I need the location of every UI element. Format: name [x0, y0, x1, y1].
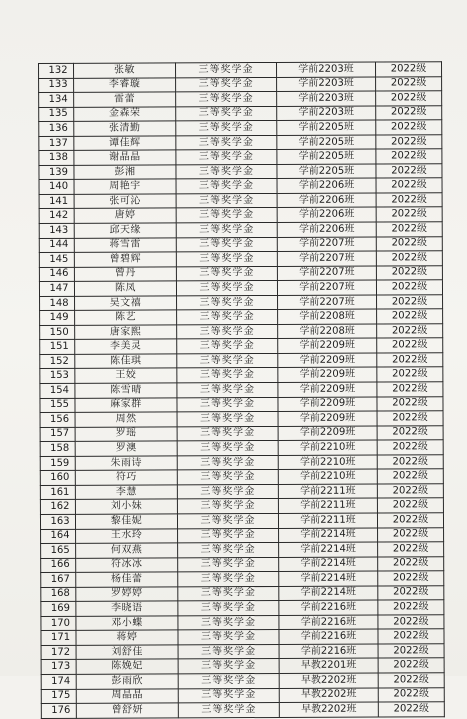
student-name-cell: 罗澳 [75, 441, 177, 456]
row-number-cell: 136 [39, 122, 74, 137]
class-name-cell: 学前2205班 [277, 120, 376, 135]
award-type-cell: 三等奖学金 [177, 397, 278, 412]
award-type-cell: 三等奖学金 [176, 266, 277, 281]
class-name-cell: 学前2216班 [279, 600, 378, 615]
award-type-cell: 三等奖学金 [176, 252, 277, 267]
award-type-cell: 三等奖学金 [177, 470, 278, 485]
row-number-cell: 150 [40, 325, 75, 340]
class-name-cell: 学前2216班 [279, 615, 378, 630]
award-type-cell: 三等奖学金 [177, 382, 278, 397]
award-type-cell: 三等奖学金 [178, 630, 279, 645]
class-name-cell: 学前2211班 [278, 498, 377, 513]
row-number-cell: 151 [40, 340, 75, 355]
class-name-cell: 学前2206班 [277, 178, 376, 193]
class-name-cell: 学前2214班 [279, 528, 378, 543]
class-name-cell: 学前2203班 [276, 62, 375, 77]
row-number-cell: 158 [40, 442, 75, 457]
class-name-cell: 学前2214班 [279, 542, 378, 557]
award-type-cell: 三等奖学金 [176, 77, 277, 92]
class-name-cell: 学前2208班 [278, 324, 377, 339]
student-name-cell: 雷蕾 [74, 92, 176, 107]
row-number-cell: 169 [41, 602, 76, 617]
student-name-cell: 陈佳琪 [75, 354, 177, 369]
class-name-cell: 学前2203班 [277, 91, 376, 106]
student-name-cell: 邱天缘 [74, 223, 176, 238]
row-number-cell: 162 [40, 500, 75, 515]
student-name-cell: 邓小蝶 [76, 616, 178, 631]
class-name-cell: 学前2207班 [277, 237, 376, 252]
award-type-cell: 三等奖学金 [176, 281, 277, 296]
class-name-cell: 学前2207班 [278, 295, 377, 310]
row-number-cell: 172 [41, 645, 76, 660]
class-name-cell: 学前2205班 [277, 164, 376, 179]
grade-year-cell: 2022级 [376, 280, 442, 295]
grade-year-cell: 2022级 [377, 440, 443, 455]
row-number-cell: 173 [41, 660, 76, 675]
student-name-cell: 何双燕 [76, 543, 178, 558]
grade-year-cell: 2022级 [377, 338, 443, 353]
class-name-cell: 学前2206班 [277, 222, 376, 237]
grade-year-cell: 2022级 [377, 411, 443, 426]
row-number-cell: 135 [39, 107, 74, 122]
award-type-cell: 三等奖学金 [176, 135, 277, 150]
grade-year-cell: 2022级 [376, 105, 442, 120]
grade-year-cell: 2022级 [375, 62, 441, 77]
student-name-cell: 张清勤 [74, 121, 176, 136]
class-name-cell: 学前2208班 [278, 309, 377, 324]
grade-year-cell: 2022级 [378, 585, 444, 600]
row-number-cell: 171 [41, 631, 76, 646]
award-type-cell: 三等奖学金 [176, 62, 277, 77]
class-name-cell: 学前2207班 [277, 251, 376, 266]
row-number-cell: 166 [41, 558, 76, 573]
student-name-cell: 陈艺 [75, 310, 177, 325]
award-type-cell: 三等奖学金 [177, 412, 278, 427]
row-number-cell: 157 [40, 427, 75, 442]
row-number-cell: 163 [40, 514, 75, 529]
grade-year-cell: 2022级 [376, 193, 442, 208]
class-name-cell: 学前2209班 [278, 411, 377, 426]
class-name-cell: 学前2209班 [278, 353, 377, 368]
student-name-cell: 谢晶晶 [74, 150, 176, 165]
award-type-cell: 三等奖学金 [178, 703, 279, 718]
row-number-cell: 143 [39, 223, 74, 238]
grade-year-cell: 2022级 [376, 76, 442, 91]
award-type-cell: 三等奖学金 [178, 688, 279, 703]
class-name-cell: 学前2205班 [277, 149, 376, 164]
class-name-cell: 学前2211班 [278, 484, 377, 499]
class-name-cell: 早教2202班 [279, 673, 378, 688]
row-number-cell: 159 [40, 456, 75, 471]
row-number-cell: 155 [40, 398, 75, 413]
student-name-cell: 李慧 [75, 485, 177, 500]
class-name-cell: 学前2214班 [279, 557, 378, 572]
row-number-cell: 148 [40, 296, 75, 311]
class-name-cell: 学前2203班 [277, 77, 376, 92]
grade-year-cell: 2022级 [376, 149, 442, 164]
grade-year-cell: 2022级 [378, 556, 444, 571]
award-type-cell: 三等奖学金 [176, 179, 277, 194]
class-name-cell: 学前2209班 [278, 368, 377, 383]
row-number-cell: 170 [41, 616, 76, 631]
student-name-cell: 刘小妹 [75, 499, 177, 514]
row-number-cell: 144 [39, 238, 74, 253]
row-number-cell: 147 [39, 282, 74, 297]
class-name-cell: 学前2203班 [277, 106, 376, 121]
student-name-cell: 谭佳辉 [74, 136, 176, 151]
class-name-cell: 学前2216班 [279, 644, 378, 659]
award-type-cell: 三等奖学金 [177, 339, 278, 354]
award-type-cell: 三等奖学金 [176, 237, 277, 252]
class-name-cell: 学前2209班 [278, 397, 377, 412]
grade-year-cell: 2022级 [377, 367, 443, 382]
student-name-cell: 杨佳蕾 [76, 572, 178, 587]
row-number-cell: 165 [41, 543, 76, 558]
grade-year-cell: 2022级 [378, 600, 444, 615]
award-type-cell: 三等奖学金 [177, 295, 278, 310]
class-name-cell: 早教2201班 [279, 658, 378, 673]
row-number-cell: 149 [40, 311, 75, 326]
student-name-cell: 黎佳妮 [75, 514, 177, 529]
class-name-cell: 学前2207班 [277, 280, 376, 295]
grade-year-cell: 2022级 [378, 542, 444, 557]
student-name-cell: 曾碧辉 [74, 252, 176, 267]
grade-year-cell: 2022级 [377, 353, 443, 368]
row-number-cell: 133 [39, 78, 74, 93]
student-name-cell: 陈雪晴 [75, 383, 177, 398]
row-number-cell: 161 [40, 485, 75, 500]
row-number-cell: 145 [39, 252, 74, 267]
row-number-cell: 134 [39, 92, 74, 107]
row-number-cell: 174 [41, 674, 76, 689]
class-name-cell: 学前2205班 [277, 135, 376, 150]
grade-year-cell: 2022级 [378, 702, 444, 717]
grade-year-cell: 2022级 [377, 294, 443, 309]
award-type-cell: 三等奖学金 [178, 601, 279, 616]
award-type-cell: 三等奖学金 [177, 499, 278, 514]
grade-year-cell: 2022级 [377, 382, 443, 397]
award-type-cell: 三等奖学金 [176, 193, 277, 208]
student-name-cell: 陈凤 [74, 281, 176, 296]
grade-year-cell: 2022级 [378, 615, 444, 630]
row-number-cell: 176 [41, 703, 76, 718]
grade-year-cell: 2022级 [376, 265, 442, 280]
class-name-cell: 学前2209班 [278, 338, 377, 353]
student-name-cell: 彭湘 [74, 165, 176, 180]
award-type-cell: 三等奖学金 [176, 92, 277, 107]
grade-year-cell: 2022级 [378, 571, 444, 586]
award-type-cell: 三等奖学金 [178, 543, 279, 558]
award-type-cell: 三等奖学金 [177, 484, 278, 499]
grade-year-cell: 2022级 [377, 396, 443, 411]
grade-year-cell: 2022级 [378, 687, 444, 702]
class-name-cell: 学前2210班 [278, 440, 377, 455]
grade-year-cell: 2022级 [377, 324, 443, 339]
row-number-cell: 156 [40, 412, 75, 427]
student-name-cell: 李美灵 [75, 339, 177, 354]
row-number-cell: 146 [39, 267, 74, 282]
student-name-cell: 蒋婷 [76, 630, 178, 645]
award-type-cell: 三等奖学金 [178, 528, 279, 543]
student-name-cell: 王姣 [75, 368, 177, 383]
student-name-cell: 蒋雪雷 [74, 237, 176, 252]
student-name-cell: 李睿璇 [74, 77, 176, 92]
award-type-cell: 三等奖学金 [176, 222, 277, 237]
row-number-cell: 138 [39, 151, 74, 166]
grade-year-cell: 2022级 [378, 644, 444, 659]
row-number-cell: 137 [39, 136, 74, 151]
grade-year-cell: 2022级 [377, 484, 443, 499]
row-number-cell: 160 [40, 471, 75, 486]
grade-year-cell: 2022级 [378, 527, 444, 542]
grade-year-cell: 2022级 [376, 178, 442, 193]
award-type-cell: 三等奖学金 [177, 324, 278, 339]
award-type-cell: 三等奖学金 [176, 106, 277, 121]
grade-year-cell: 2022级 [378, 629, 444, 644]
table-body [39, 62, 445, 718]
award-type-cell: 三等奖学金 [178, 644, 279, 659]
student-name-cell: 吴文禧 [75, 296, 177, 311]
row-number-cell: 153 [40, 369, 75, 384]
row-number-cell: 175 [41, 689, 76, 704]
grade-year-cell: 2022级 [376, 251, 442, 266]
grade-year-cell: 2022级 [377, 455, 443, 470]
award-type-cell: 三等奖学金 [176, 150, 277, 165]
student-name-cell: 彭雨欣 [76, 674, 178, 689]
student-name-cell: 李晓语 [76, 601, 178, 616]
student-name-cell: 金森荣 [74, 107, 176, 122]
class-name-cell: 学前2210班 [278, 455, 377, 470]
class-name-cell: 早教2202班 [279, 702, 378, 717]
student-name-cell: 刘舒佳 [76, 645, 178, 660]
award-type-cell: 三等奖学金 [177, 426, 278, 441]
award-type-cell: 三等奖学金 [178, 615, 279, 630]
class-name-cell: 学前2214班 [279, 586, 378, 601]
award-type-cell: 三等奖学金 [177, 513, 278, 528]
row-number-cell: 142 [39, 209, 74, 224]
row-number-cell: 154 [40, 383, 75, 398]
student-name-cell: 周晶晶 [76, 688, 178, 703]
award-type-cell: 三等奖学金 [178, 572, 279, 587]
grade-year-cell: 2022级 [376, 236, 442, 251]
award-type-cell: 三等奖学金 [177, 353, 278, 368]
student-name-cell: 罗婷婷 [76, 587, 178, 602]
row-number-cell: 164 [41, 529, 76, 544]
class-name-cell: 学前2206班 [277, 193, 376, 208]
student-name-cell: 曾丹 [74, 267, 176, 282]
award-type-cell: 三等奖学金 [178, 659, 279, 674]
award-type-cell: 三等奖学金 [178, 557, 279, 572]
student-name-cell: 王水玲 [76, 528, 178, 543]
grade-year-cell: 2022级 [377, 498, 443, 513]
award-type-cell: 三等奖学金 [177, 310, 278, 325]
class-name-cell: 学前2210班 [278, 469, 377, 484]
award-type-cell: 三等奖学金 [176, 164, 277, 179]
student-name-cell: 唐家熙 [75, 325, 177, 340]
student-name-cell: 陈娩妃 [76, 659, 178, 674]
award-type-cell: 三等奖学金 [177, 441, 278, 456]
award-type-cell: 三等奖学金 [178, 586, 279, 601]
grade-year-cell: 2022级 [376, 164, 442, 179]
row-number-cell: 141 [39, 194, 74, 209]
student-name-cell: 张可沁 [74, 194, 176, 209]
grade-year-cell: 2022级 [376, 222, 442, 237]
grade-year-cell: 2022级 [377, 425, 443, 440]
award-type-cell: 三等奖学金 [178, 673, 279, 688]
student-name-cell: 曾舒妍 [76, 703, 178, 718]
row-number-cell: 152 [40, 354, 75, 369]
student-name-cell: 符冰冰 [76, 557, 178, 572]
class-name-cell: 学前2207班 [277, 266, 376, 281]
grade-year-cell: 2022级 [377, 309, 443, 324]
grade-year-cell: 2022级 [377, 513, 443, 528]
award-type-cell: 三等奖学金 [176, 208, 277, 223]
class-name-cell: 学前2214班 [279, 571, 378, 586]
row-number-cell: 140 [39, 180, 74, 195]
grade-year-cell: 2022级 [377, 469, 443, 484]
table-row [41, 702, 444, 718]
row-number-cell: 132 [39, 63, 74, 78]
class-name-cell: 学前2209班 [278, 382, 377, 397]
scholarship-table [38, 61, 445, 718]
class-name-cell: 学前2216班 [279, 629, 378, 644]
student-name-cell: 罗瑶 [75, 427, 177, 442]
student-name-cell: 周艳宇 [74, 179, 176, 194]
class-name-cell: 学前2206班 [277, 207, 376, 222]
grade-year-cell: 2022级 [376, 134, 442, 149]
class-name-cell: 学前2209班 [278, 426, 377, 441]
class-name-cell: 早教2202班 [279, 688, 378, 703]
student-name-cell: 张敏 [74, 63, 176, 78]
row-number-cell: 167 [41, 572, 76, 587]
class-name-cell: 学前2211班 [278, 513, 377, 528]
row-number-cell: 168 [41, 587, 76, 602]
award-type-cell: 三等奖学金 [176, 121, 277, 136]
award-type-cell: 三等奖学金 [177, 455, 278, 470]
student-name-cell: 麻家群 [75, 397, 177, 412]
student-name-cell: 唐婷 [74, 208, 176, 223]
grade-year-cell: 2022级 [376, 120, 442, 135]
award-type-cell: 三等奖学金 [177, 368, 278, 383]
grade-year-cell: 2022级 [376, 207, 442, 222]
grade-year-cell: 2022级 [376, 91, 442, 106]
row-number-cell: 139 [39, 165, 74, 180]
student-name-cell: 周然 [75, 412, 177, 427]
grade-year-cell: 2022级 [378, 673, 444, 688]
student-name-cell: 符巧 [75, 470, 177, 485]
grade-year-cell: 2022级 [378, 658, 444, 673]
student-name-cell: 朱雨诗 [75, 456, 177, 471]
